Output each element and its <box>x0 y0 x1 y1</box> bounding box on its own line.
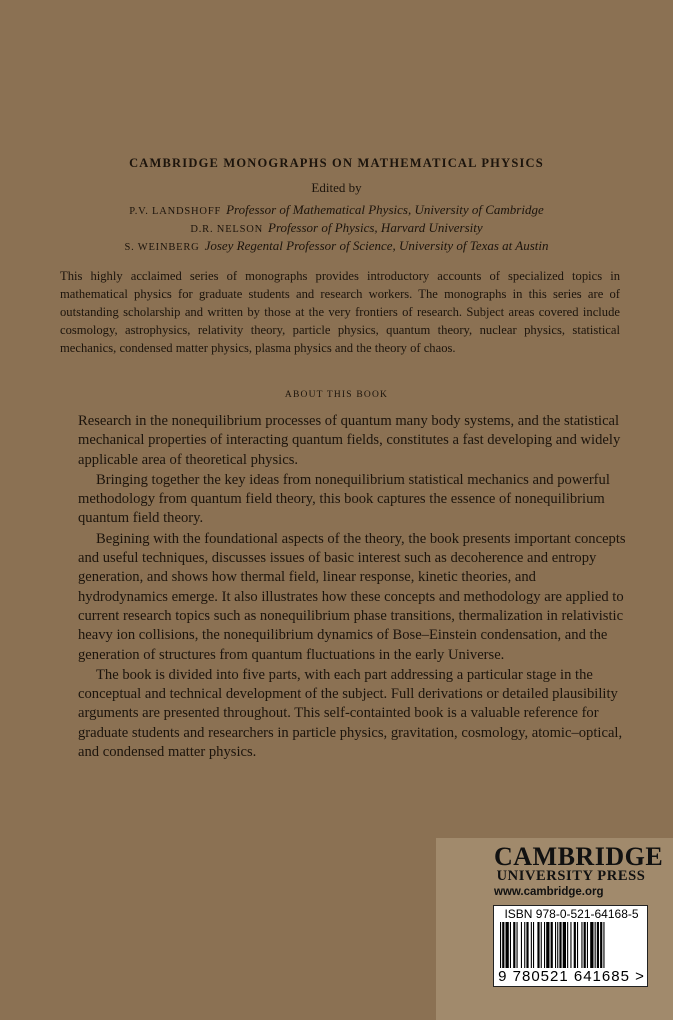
about-paragraph: Research in the nonequilibrium processes of quantum many body systems, and the statistical mechanical properties of interacting quantum fields, constitutes a fast developing and widely applicable area of theoretical physics. <box>78 413 621 468</box>
about-text <box>78 412 626 763</box>
barcode-icon <box>498 922 645 968</box>
editor-name: P.V. LANDSHOFF <box>129 206 222 217</box>
editor-name: S. WEINBERG <box>124 242 200 253</box>
series-title: CAMBRIDGE MONOGRAPHS ON MATHEMATICAL PHYSICS <box>129 156 544 170</box>
editor-line <box>0 202 673 218</box>
isbn-text: ISBN 978-0-521-64168-5 <box>504 907 639 921</box>
about-heading: ABOUT THIS BOOK <box>284 390 389 400</box>
about-paragraph: Begining with the foundational aspects of the theory, the book presents important concepts and useful techniques, discusses issues of basic interest such as decoherence and entropy generation, and shows how thermal field, linear response, kinetic theories, and hydrodynamics emerge. It also illustrates how these concepts and methodology are applied to current research topics such as nonequilibrium phase transitions, thermalization in relativistic heavy ion collisions, the nonequilibrium dynamics of Bose–Einstein condensation, and the generation of structures from quantum fluctuations in the early Universe. <box>78 530 626 663</box>
editor-role: Professor of Mathematical Physics, University of Cambridge <box>226 202 544 217</box>
publisher-logo-name: CAMBRIDGE <box>494 842 664 871</box>
publisher-subtitle: UNIVERSITY PRESS <box>496 868 646 884</box>
publisher-website: www.cambridge.org <box>494 886 604 898</box>
barcode-digits: 9 780521 641685 > <box>498 968 645 985</box>
barcode-label <box>493 905 648 987</box>
editor-name: D.R. NELSON <box>190 224 264 235</box>
editor-line <box>0 220 673 236</box>
about-paragraph: Bringing together the key ideas from nonequilibrium statistical mechanics and powerful methodology from quantum field theory, this book captures the essence of nonequilibrium quantum field theory. <box>78 471 610 527</box>
editor-line <box>0 238 673 254</box>
series-description: This highly acclaimed series of monographs provides introductory accounts of specialized topics in mathematical physics for graduate students and research workers. The monographs in this series are of outstanding scholarship and written by those at the very frontiers of research. Subject areas covered include cosmology, astrophysics, relativity theory, particle physics, quantum theory, nuclear physics, statistical mechanics, condensed matter physics, plasma physics and the theory of chaos. <box>60 269 620 355</box>
editor-role: Professor of Physics, Harvard University <box>268 220 483 235</box>
editor-role: Josey Regental Professor of Science, University of Texas at Austin <box>204 238 549 253</box>
about-paragraph: The book is divided into five parts, with each part addressing a particular stage in the conceptual and technical development of the subject. Full derivations or detailed plausibility arguments are presented throughout. This self-containted book is a valuable reference for graduate students and researchers in particle physics, gravitation, cosmology, atomic–optical, and condensed matter physics. <box>78 666 623 761</box>
edited-by-label: Edited by <box>311 180 362 195</box>
